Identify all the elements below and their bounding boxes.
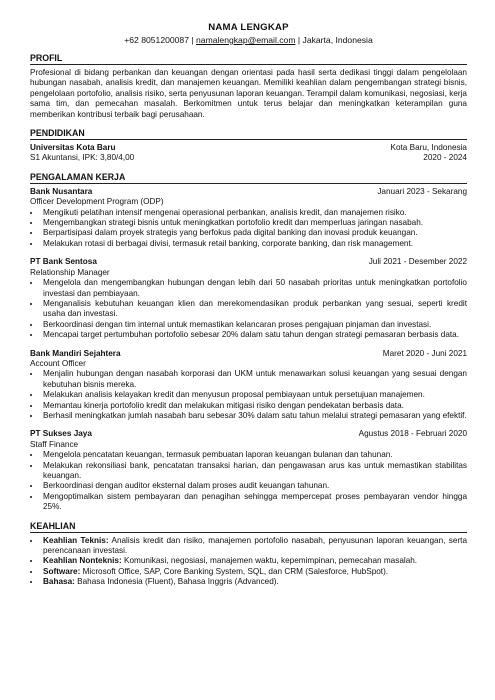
job-role: Officer Development Program (ODP) <box>30 197 164 207</box>
job-bullet: • Mengelola dan mengembangkan hubungan dengan lebih dari 50 nasabah prioritas untuk meningkatkan portofolio investasi dan pembiayaan. <box>41 278 467 299</box>
job-header <box>30 257 467 267</box>
job-role: Relationship Manager <box>30 267 110 277</box>
resume-page <box>30 22 467 588</box>
job-role-row <box>30 197 467 207</box>
job-bullet: • Memantau kinerja portofolio kredit dan melakukan mitigasi risiko dengan pendekatan berbasis data. <box>41 401 467 411</box>
phone-number: +62 8051200087 <box>124 35 189 45</box>
skill-text: Microsoft Office, SAP, Core Banking System, SQL, dan CRM (Salesforce, HubSpot). <box>82 566 389 576</box>
job-bullets <box>30 369 467 421</box>
degree: S1 Akuntansi, IPK: 3,80/4,00 <box>30 153 135 163</box>
job-entry <box>30 429 467 512</box>
job-entry <box>30 187 467 249</box>
job-bullets <box>30 278 467 340</box>
separator: | <box>295 35 303 45</box>
job-role-row <box>30 440 467 450</box>
job-bullet: • Mengikuti pelatihan intensif mengenai operasional perbankan, analisis kredit, dan manajemen risiko. <box>41 208 467 218</box>
job-bullets <box>30 208 467 250</box>
location: Jakarta, Indonesia <box>302 35 373 45</box>
section-title-profile: PROFIL <box>30 53 467 65</box>
skill-label: Keahlian Teknis <box>43 535 106 545</box>
company-name: Bank Nusantara <box>30 186 93 196</box>
job-bullet: • Mengelola pencatatan keuangan, termasuk pembuatan laporan keuangan bulanan dan tahunan. <box>41 450 467 460</box>
skill-item: • Bahasa: Bahasa Indonesia (Fluent), Bahasa Inggris (Advanced). <box>41 577 467 587</box>
job-bullet: • Menganalisis kebutuhan keuangan klien dan merekomendasikan produk perbankan yang sesuai, seperti kredit usaha dan investasi. <box>41 299 467 320</box>
school-name: Universitas Kota Baru <box>30 143 116 153</box>
skill-label: Bahasa <box>43 577 73 587</box>
company-name: PT Sukses Jaya <box>30 429 92 439</box>
degree-row <box>30 153 467 163</box>
job-header <box>30 429 467 439</box>
section-title-skills: KEAHLIAN <box>30 521 467 533</box>
job-dates: Agustus 2018 - Februari 2020 <box>358 429 467 439</box>
job-bullets <box>30 450 467 512</box>
education-row <box>30 143 467 153</box>
job-bullet: • Melakukan rotasi di berbagai divisi, termasuk retail banking, corporate banking, dan risk management. <box>41 239 467 249</box>
skill-item: • Software: Microsoft Office, SAP, Core Banking System, SQL, dan CRM (Salesforce, HubSpot). <box>41 567 467 577</box>
job-bullet: • Mencapai target pertumbuhan portofolio sebesar 20% dalam satu tahun dengan strategi pemasaran berbasis data. <box>41 330 467 340</box>
job-bullet: • Berkoordinasi dengan auditor eksternal dalam proses audit keuangan tahunan. <box>41 481 467 491</box>
job-entry <box>30 349 467 422</box>
profile-text: Profesional di bidang perbankan dan keuangan dengan orientasi pada hasil serta dedikasi tinggi dalam pengelolaan hubungan nasabah, analisis kredit, dan manajemen keuangan. Memiliki keahlian dalam pengembangan strategi bisnis, pengelolaan portofolio, analisis risiko, serta penyusunan laporan keuangan. Terampil dalam komunikasi, negosiasi, kerja sama tim, dan pemecahan masalah. Berkomitmen untuk terus belajar dan meningkatkan keterampilan guna memberikan kontribusi terbaik bagi perusahaan. <box>30 68 467 119</box>
job-bullet: • Melakukan analisis kelayakan kredit dan menyusun proposal pembiayaan untuk persetujuan manajemen. <box>41 390 467 400</box>
job-entry <box>30 257 467 340</box>
job-role: Account Officer <box>30 358 86 368</box>
job-role-row <box>30 359 467 369</box>
school-location: Kota Baru, Indonesia <box>390 143 467 153</box>
job-dates: Juli 2021 - Desember 2022 <box>368 257 467 267</box>
email-link[interactable]: namalengkap@email.com <box>196 35 296 45</box>
skill-label: Keahlian Nonteknis <box>43 556 119 566</box>
job-bullet: • Berkoordinasi dengan tim internal untuk memastikan kelancaran proses pengajuan pinjaman dan investasi. <box>41 320 467 330</box>
job-bullet: • Melakukan rekonsiliasi bank, pencatatan transaksi harian, dan pengawasan arus kas untuk memastikan stabilitas keuangan. <box>41 461 467 482</box>
job-dates: Januari 2023 - Sekarang <box>377 186 467 196</box>
separator: | <box>189 35 197 45</box>
skill-label: Software <box>43 566 78 576</box>
job-role: Staff Finance <box>30 439 79 449</box>
contact-line <box>30 35 467 45</box>
section-title-experience: PENGALAMAN KERJA <box>30 172 467 184</box>
skill-text: Bahasa Indonesia (Fluent), Bahasa Inggris (Advanced). <box>77 577 279 587</box>
skill-item: • Keahlian Nonteknis: Komunikasi, negosiasi, manajemen waktu, kepemimpinan, pemecahan masalah. <box>41 556 467 566</box>
education-entry <box>30 143 467 164</box>
education-years: 2020 - 2024 <box>423 153 467 163</box>
company-name: PT Bank Sentosa <box>30 257 97 267</box>
job-header <box>30 349 467 359</box>
job-role-row <box>30 268 467 278</box>
job-bullet: • Mengoptimalkan sistem pembayaran dan penagihan sehingga mempercepat proses pembayaran vendor hingga 25%. <box>41 492 467 513</box>
job-bullet: • Berpartisipasi dalam proyek strategis yang berfokus pada digital banking dan inovasi produk keuangan. <box>41 228 467 238</box>
job-header <box>30 187 467 197</box>
job-bullet: • Mengembangkan strategi bisnis untuk meningkatkan portofolio kredit dan memperluas jaringan nasabah. <box>41 218 467 228</box>
company-name: Bank Mandiri Sejahtera <box>30 348 121 358</box>
skill-item: • Keahlian Teknis: Analisis kredit dan risiko, manajemen portofolio nasabah, penyusunan laporan keuangan, serta perencanaan investasi. <box>41 536 467 557</box>
job-bullet: • Berhasil meningkatkan jumlah nasabah baru sebesar 30% dalam satu tahun melalui strategi pemasaran yang efektif. <box>41 411 467 421</box>
job-dates: Maret 2020 - Juni 2021 <box>382 348 467 358</box>
skill-text: Komunikasi, negosiasi, manajemen waktu, kepemimpinan, pemecahan masalah. <box>124 556 418 566</box>
full-name: NAMA LENGKAP <box>208 22 289 33</box>
section-title-education: PENDIDIKAN <box>30 128 467 140</box>
skills-list <box>30 536 467 588</box>
job-bullet: • Menjalin hubungan dengan nasabah korporasi dan UKM untuk menawarkan solusi keuangan yang sesuai dengan kebutuhan bisnis mereka. <box>41 369 467 390</box>
skill-text: Analisis kredit dan risiko, manajemen portofolio nasabah, penyusunan laporan keuangan, serta perencanaan investasi. <box>43 535 467 556</box>
